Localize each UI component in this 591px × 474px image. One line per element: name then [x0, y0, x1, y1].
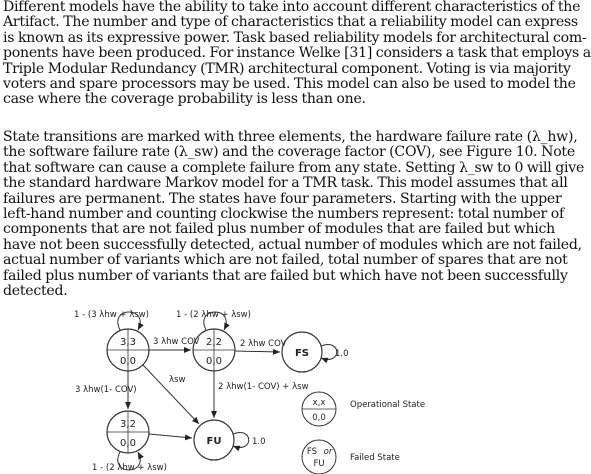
label-loop-3-2: 1 - (2 λhw + λsw) — [92, 463, 167, 473]
text-line: have not been successfully detected, actual number of modules which are not failed, — [3, 236, 582, 253]
state-3-2-bottom: 0,0 — [120, 438, 136, 449]
label-2-2-to-fu: 2 λhw(1- COV) + λsw — [218, 382, 309, 392]
markov-diagram — [0, 292, 474, 474]
label-3-3-to-fu: λsw — [169, 375, 186, 385]
state-3-3-top: 3,3 — [120, 337, 136, 348]
label-fu-loop: 1.0 — [252, 437, 266, 447]
text-line: State transitions are marked with three elements, the hardware failure rate (λ_hw), — [3, 129, 578, 145]
arrow-2-2-to-fs — [235, 351, 280, 352]
state-3-3-bottom: 0,0 — [120, 356, 136, 367]
state-3-3 — [107, 329, 149, 371]
state-2-2 — [193, 329, 235, 371]
state-3-2 — [107, 411, 149, 453]
legend-operational-label: Operational State — [350, 400, 426, 410]
arrow-3-2-to-fu — [149, 434, 192, 438]
state-fs-label: FS — [294, 348, 310, 359]
legend-failed-label: Failed State — [350, 453, 400, 463]
paragraph-reliability-models — [3, 0, 591, 108]
text-line: that software can cause a complete failure from any state. Setting λ_sw to 0 will give — [3, 159, 585, 176]
text-line: components that are not failed plus number of modules that are failed but which — [3, 221, 555, 238]
legend-operational — [302, 392, 425, 426]
text-line: failures are permanent. The states have four parameters. Starting with the upper — [3, 190, 562, 207]
state-2-2-bottom: 0,0 — [206, 356, 222, 367]
legend-op-bottom: 0,0 — [312, 413, 326, 423]
text-line: the standard hardware Markov model for a TMR task. This model assumes that all — [3, 175, 568, 192]
text-line: failed plus number of variants that are failed but which have not been successfully — [3, 267, 568, 284]
state-3-2-top: 3,2 — [120, 419, 136, 430]
label-2-2-to-fs: 2 λhw COV — [240, 339, 287, 349]
label-3-3-to-3-2: 3 λhw(1- COV) — [75, 385, 137, 395]
label-loop-2-2: 1 - (2 λhw + λsw) — [176, 310, 251, 320]
text-line: ponents have been produced. For instance Welke [31] considers a task that employs a — [3, 45, 591, 62]
legend-failed-or: or — [323, 447, 333, 457]
legend-op-top: x,x — [312, 398, 326, 408]
legend-failed-top: FS — [306, 447, 318, 457]
state-fu-label: FU — [206, 436, 222, 447]
state-2-2-top: 2,2 — [206, 337, 222, 348]
text-line: the software failure rate (λ_sw) and the coverage factor (COV), see Figure 10. Note — [3, 144, 575, 161]
text-line: is known as its expressive power. Task based reliability models for architectural com- — [3, 29, 587, 46]
paragraph-state-transitions — [3, 129, 585, 299]
text-line: Different models have the ability to take into account different characteristics of the — [3, 0, 581, 15]
arrow-3-3-to-fu — [143, 365, 199, 424]
legend-failed-bottom: FU — [313, 459, 325, 469]
text-line: actual number of variants which are not failed, total number of spares that are not — [3, 252, 568, 269]
label-3-3-to-2-2: 3 λhw COV — [153, 337, 200, 347]
state-fs — [282, 332, 322, 372]
text-line: voters and spare processors may be used. This model can also be used to model the — [3, 75, 576, 92]
text-line: case where the coverage probability is less than one. — [3, 91, 366, 108]
label-loop-3-3: 1 - (3 λhw + λsw) — [74, 310, 149, 320]
text-line: Artifact. The number and type of characteristics that a reliability model can express — [3, 14, 578, 31]
text-line: detected. — [3, 282, 68, 299]
label-fs-loop: 1.0 — [335, 349, 349, 359]
loop-arrow-fu — [233, 433, 249, 448]
state-fu — [194, 420, 234, 460]
text-line: Triple Modular Redundancy (TMR) architectural component. Voting is via majority — [3, 60, 571, 77]
legend-failed — [302, 440, 400, 474]
text-line: left-hand number and counting clockwise the numbers represent: total number of — [3, 205, 564, 222]
